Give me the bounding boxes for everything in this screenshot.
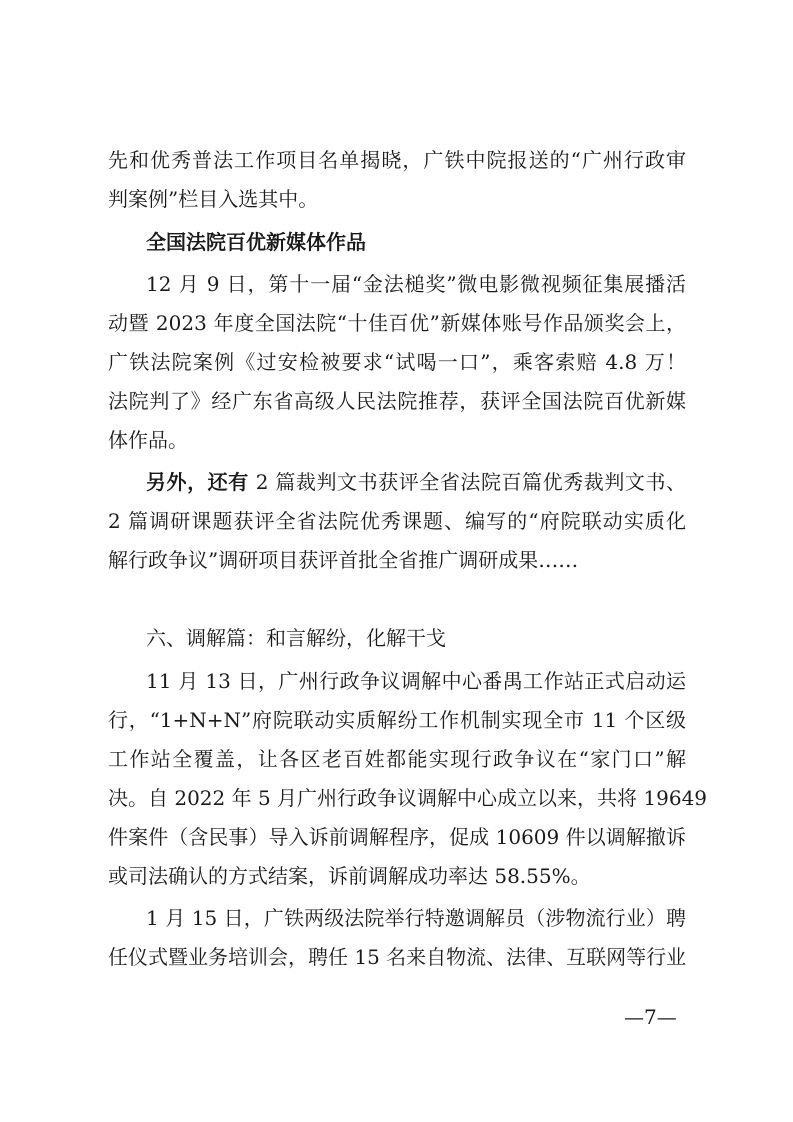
paragraph-line: 动暨 2023 年度全国法院“十佳百优”新媒体账号作品颁奖会上，	[108, 311, 686, 335]
lead-in-rest: 2 篇裁判文书获评全省法院百篇优秀裁判文书、	[248, 470, 687, 494]
paragraph-line: 行，“1+N+N”府院联动实质解纷工作机制实现全市 11 个区级	[108, 708, 686, 732]
paragraph-line: 先和优秀普法工作项目名单揭晓，广铁中院报送的“广州行政审	[108, 148, 686, 172]
section-subheading: 全国法院百优新媒体作品	[146, 230, 366, 254]
section-heading: 六、调解篇：和言解纷，化解干戈	[146, 626, 446, 650]
paragraph-line	[146, 469, 686, 495]
paragraph-line: 解行政争议”调研项目获评首批全省推广调研成果……	[108, 548, 579, 572]
page-number: —7—	[624, 1005, 677, 1029]
paragraph-line: 11 月 13 日，广州行政争议调解中心番禺工作站正式启动运	[146, 669, 686, 693]
paragraph-line: 12 月 9 日，第十一届“金法槌奖”微电影微视频征集展播活	[146, 272, 686, 296]
paragraph-line: 工作站全覆盖，让各区老百姓都能实现行政争议在“家门口”解	[108, 747, 686, 771]
paragraph-line: 判案例”栏目入选其中。	[108, 187, 319, 211]
paragraph-line: 或司法确认的方式结案，诉前调解成功率达 58.55%。	[108, 864, 591, 888]
paragraph-line: 决。自 2022 年 5 月广州行政争议调解中心成立以来，共将 19649	[108, 786, 708, 810]
paragraph-line: 广铁法院案例《过安检被要求“试喝一口”，乘客索赔 4.8 万！	[108, 350, 686, 374]
paragraph-line: 2 篇调研课题获评全省法院优秀课题、编写的“府院联动实质化	[108, 509, 686, 533]
paragraph-line: 体作品。	[108, 428, 188, 452]
paragraph-line: 1 月 15 日，广铁两级法院举行特邀调解员（涉物流行业）聘	[146, 906, 686, 930]
paragraph-line: 法院判了》经广东省高级人民法院推荐，获评全国法院百优新媒	[108, 389, 686, 413]
paragraph-line: 任仪式暨业务培训会，聘任 15 名来自物流、法律、互联网等行业	[108, 945, 687, 969]
lead-in-bold: 另外，还有	[146, 470, 249, 494]
paragraph-line: 件案件（含民事）导入诉前调解程序，促成 10609 件以调解撤诉	[108, 825, 686, 849]
